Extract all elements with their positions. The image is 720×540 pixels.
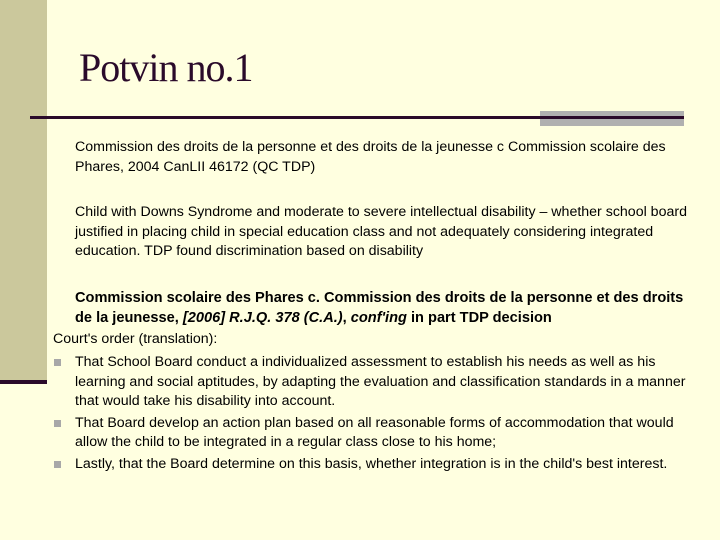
case-summary: Child with Downs Syndrome and moderate to severe intellectual disability – whether school board justified in placing child in special education class and not adequately considering integrated education. TDP found discrimination based on disability xyxy=(75,204,687,260)
appeal-outcome: in part TDP decision xyxy=(406,310,552,326)
order-label: Court's order (translation): xyxy=(53,331,218,347)
square-bullet-icon xyxy=(54,420,61,427)
separator: , xyxy=(342,310,351,326)
confirming-text: conf'ing xyxy=(350,310,407,326)
square-bullet-icon xyxy=(54,461,61,468)
sidebar-rule xyxy=(0,380,47,384)
case-citation-appeal xyxy=(75,288,695,328)
list-item xyxy=(53,414,693,453)
list-item xyxy=(53,353,693,412)
list-item-text: That Board develop an action plan based on all reasonable forms of accommodation that would allow the child to be integrated in a regular class close to his home; xyxy=(75,414,674,451)
appeal-reference: [2006] R.J.Q. 378 (C.A.) xyxy=(182,310,343,326)
sidebar-decoration xyxy=(0,0,47,381)
title-divider xyxy=(30,116,684,119)
list-item xyxy=(53,455,693,475)
list-item-text: Lastly, that the Board determine on this basis, whether integration is in the child's best interest. xyxy=(75,455,668,472)
appeal-parties: Commission scolaire des Phares c. Commission des droits de la personne et des droits de la jeunesse, xyxy=(75,290,684,326)
slide-title: Potvin no.1 xyxy=(79,45,253,90)
square-bullet-icon xyxy=(54,359,61,366)
order-list xyxy=(53,353,693,477)
list-item-text: That School Board conduct a individualized assessment to establish his needs as well as his learning and social aptitudes, by adapting the evaluation and classification standards in a manner that would take his disability into account. xyxy=(75,354,686,410)
case-citation-tdp: Commission des droits de la personne et des droits de la jeunesse c Commission scolaire des Phares, 2004 CanLII 46172 (QC TDP) xyxy=(75,139,666,175)
